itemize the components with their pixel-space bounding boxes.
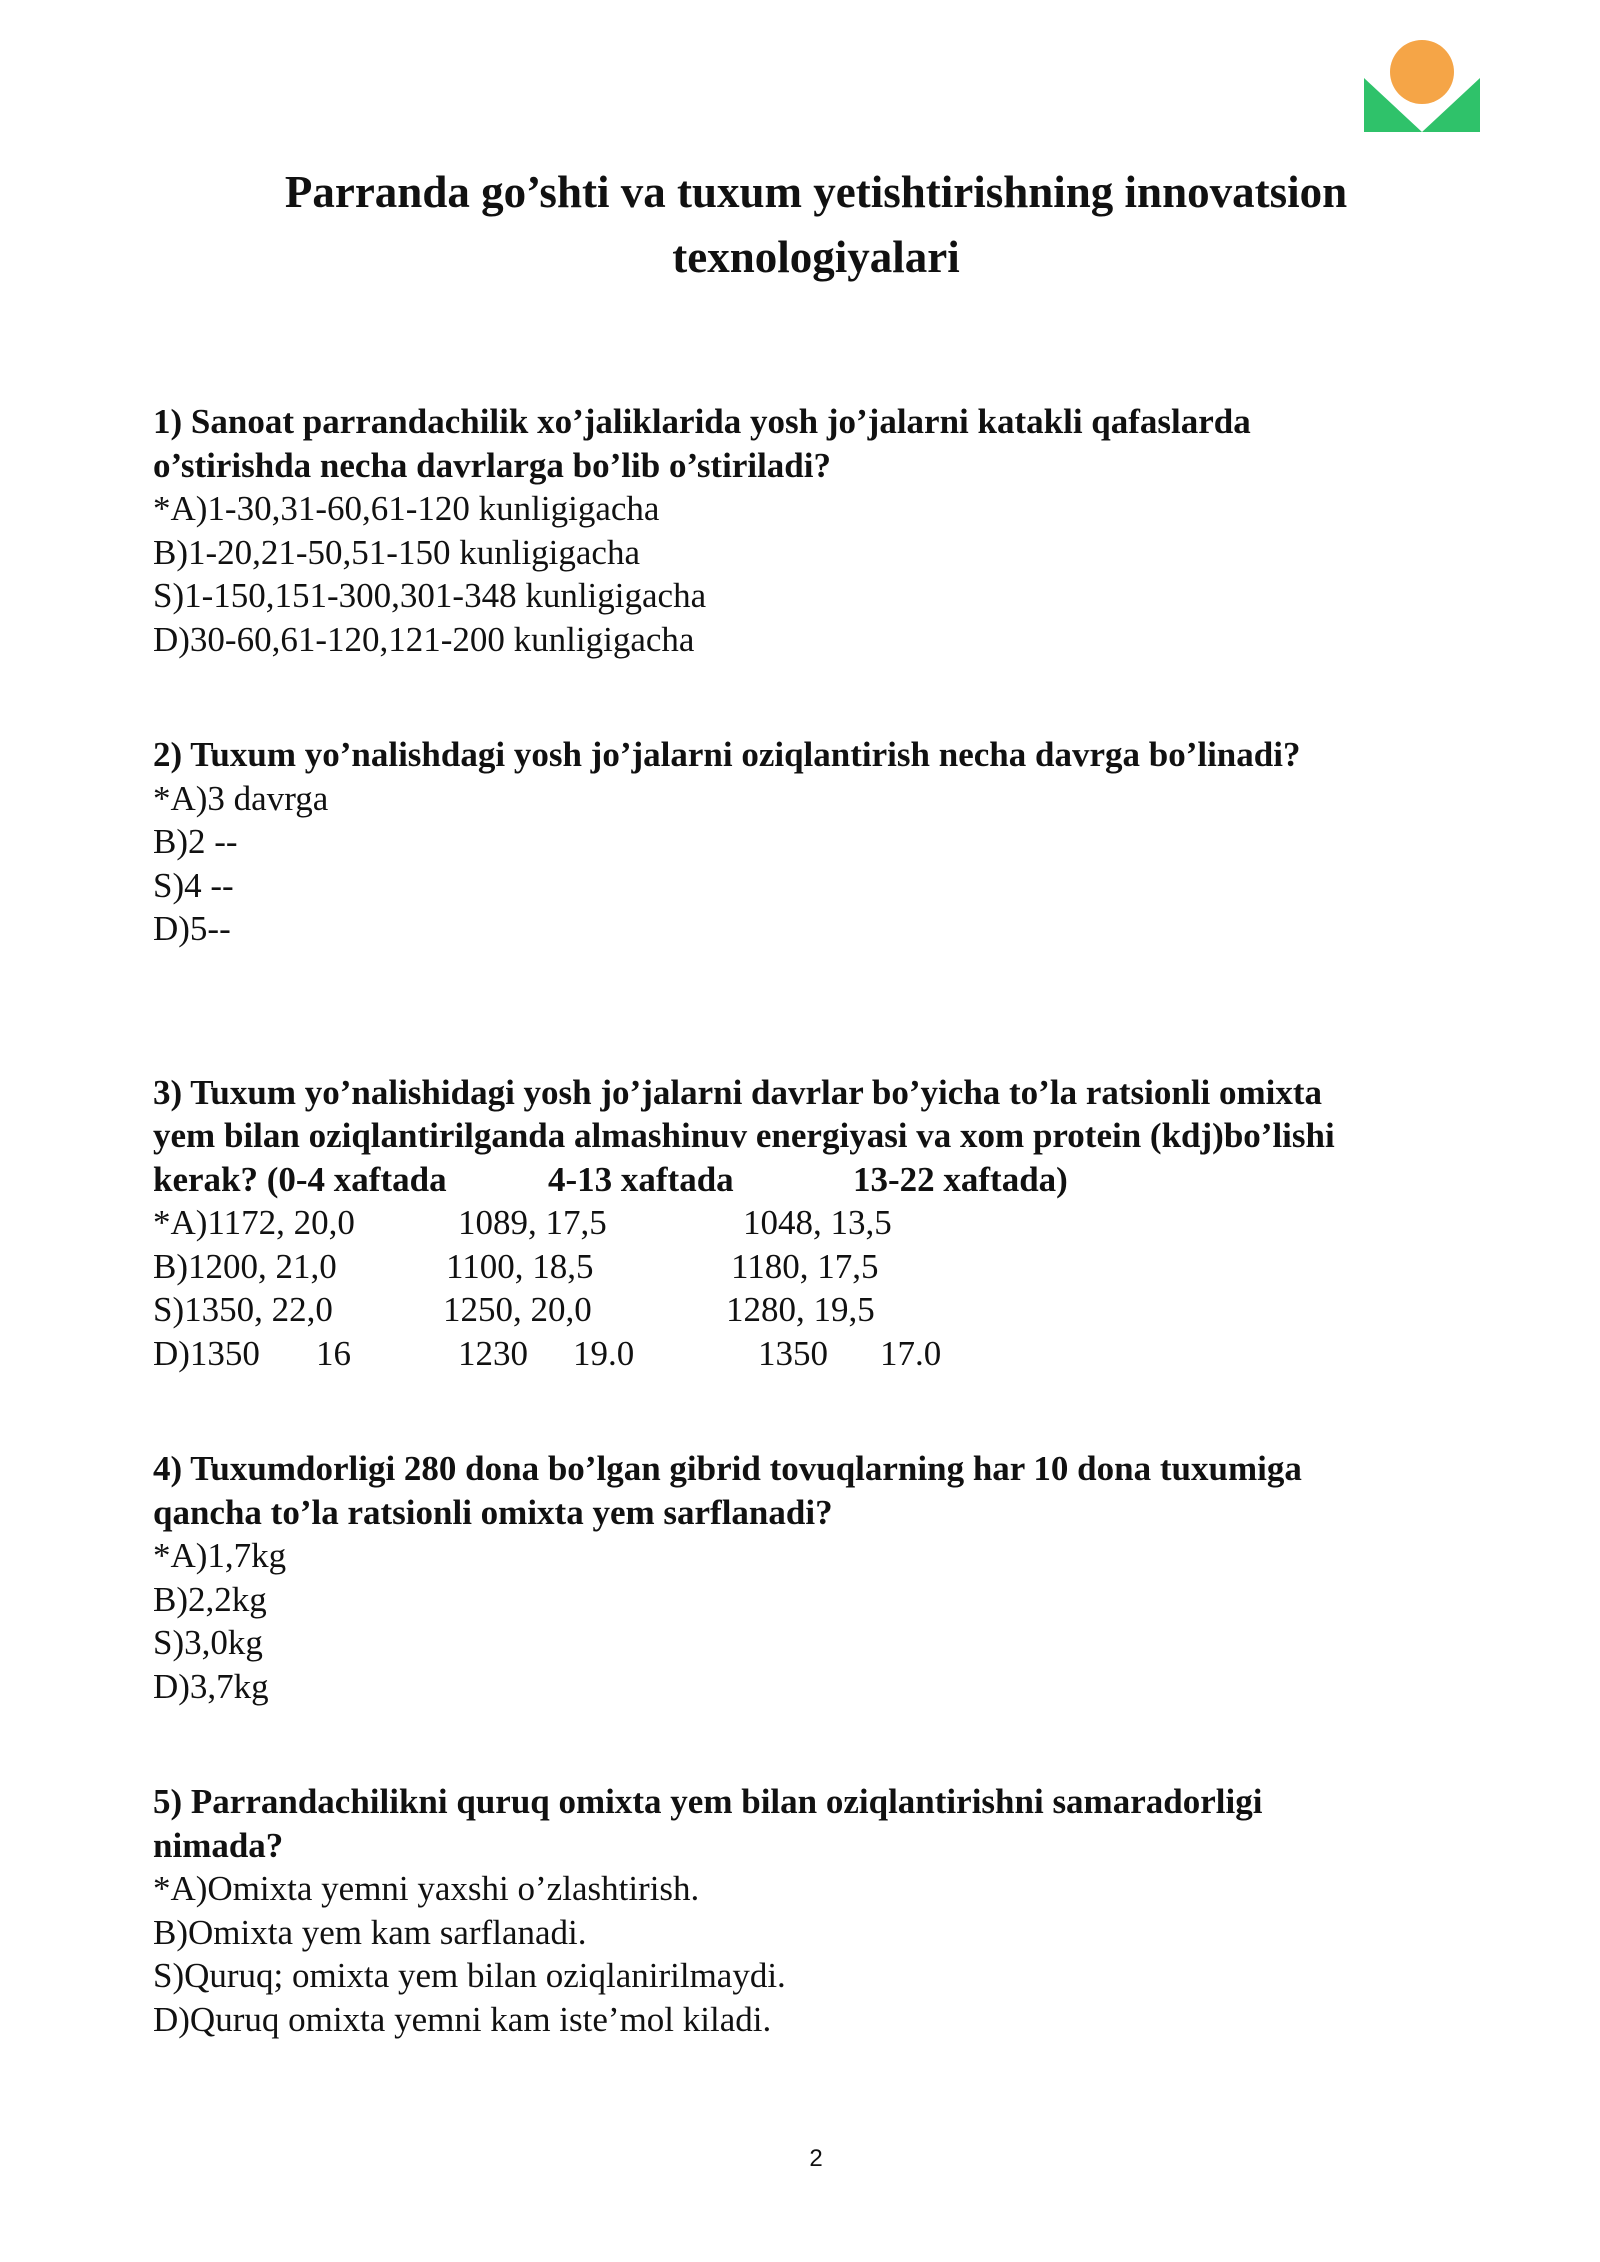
question-text-line: 3) Tuxum yo’nalishidagi yosh jo’jalarni davrlar bo’yicha to’la ratsionli omixta	[153, 1072, 1323, 1112]
answer-option-a: *A)Omixta yemni yaxshi o’zlashtirish.	[153, 1869, 700, 1908]
question-4	[153, 1447, 1483, 1708]
option-value-period-3: 1180, 17,5	[731, 1246, 879, 1286]
period-header-2: 4-13 xaftada	[548, 1159, 734, 1199]
answer-option-s: S)4 --	[153, 865, 234, 905]
sun-over-valley-logo-icon	[1364, 40, 1480, 132]
answer-option-s: S)3,0kg	[153, 1623, 263, 1662]
question-text-line: 5) Parrandachilikni quruq omixta yem bilan oziqlantirishni samaradorligi	[153, 1782, 1263, 1821]
page-number: 2	[809, 2145, 823, 2172]
option-value-period-1: S)1350, 22,0	[153, 1290, 333, 1329]
answer-option-b: B)Omixta yem kam sarflanadi.	[153, 1912, 587, 1952]
logo-sun	[1390, 40, 1454, 104]
answer-option-a	[153, 1201, 1483, 1245]
question-text-line: 1) Sanoat parrandachilik xo’jaliklarida yosh jo’jalarni katakli qafaslarda	[153, 402, 1251, 441]
answer-option-b: B)1-20,21-50,51-150 kunligigacha	[153, 532, 640, 572]
option-value-period-2b: 19.0	[573, 1333, 635, 1373]
answer-option-b: B)2 --	[153, 822, 238, 861]
page-title	[0, 160, 1600, 290]
title-line-2: texnologiyalari	[672, 232, 960, 282]
question-text-line: qancha to’la ratsionli omixta yem sarflanadi?	[153, 1492, 833, 1532]
questions-list	[153, 400, 1483, 2041]
option-value-period-1b: 16	[316, 1333, 351, 1373]
question-text-line: nimada?	[153, 1825, 284, 1865]
question-text-line: 4) Tuxumdorligi 280 dona bo’lgan gibrid tovuqlarning har 10 dona tuxumiga	[153, 1449, 1302, 1488]
answer-option-s: S)Quruq; omixta yem bilan oziqlanirilmaydi.	[153, 1956, 786, 1995]
question-3	[153, 1071, 1483, 1376]
question-text	[153, 1780, 1483, 1867]
option-value-period-3: 1350	[758, 1333, 828, 1373]
period-header-3: 13-22 xaftada)	[853, 1159, 1068, 1199]
question-text	[153, 733, 1483, 777]
answer-option-d: D)5--	[153, 909, 231, 948]
answer-option-b	[153, 1245, 1483, 1289]
answer-option-s: S)1-150,151-300,301-348 kunligigacha	[153, 576, 707, 615]
question-2	[153, 733, 1483, 951]
question-text-line: o’stirishda necha davrlarga bo’lib o’stiriladi?	[153, 445, 831, 485]
answer-option-d: D)Quruq omixta yemni kam iste’mol kiladi.	[153, 1999, 772, 2039]
option-value-period-1: D)1350	[153, 1333, 260, 1373]
option-value-period-1: *A)1172, 20,0	[153, 1203, 355, 1242]
question-1	[153, 400, 1483, 661]
answer-option-a: *A)1,7kg	[153, 1536, 287, 1575]
answer-option-d: D)3,7kg	[153, 1666, 269, 1706]
option-value-period-3: 1280, 19,5	[726, 1290, 875, 1329]
option-value-period-1: B)1200, 21,0	[153, 1246, 337, 1286]
question-text	[153, 1447, 1483, 1534]
title-line-1: Parranda go’shti va tuxum yetishtirishning innovatsion	[284, 167, 1348, 217]
question-text	[153, 400, 1483, 487]
option-value-period-2: 1230	[458, 1333, 528, 1373]
period-header-1: kerak? (0-4 xaftada	[153, 1159, 447, 1199]
answer-option-a: *A)1-30,31-60,61-120 kunligigacha	[153, 489, 660, 528]
option-value-period-2: 1250, 20,0	[443, 1290, 592, 1329]
option-value-period-3: 1048, 13,5	[743, 1203, 892, 1242]
answer-option-d: D)30-60,61-120,121-200 kunligigacha	[153, 619, 695, 659]
question-text-line: 2) Tuxum yo’nalishdagi yosh jo’jalarni oziqlantirish necha davrga bo’linadi?	[153, 735, 1301, 774]
option-value-period-2: 1100, 18,5	[446, 1246, 594, 1286]
option-value-period-3b: 17.0	[880, 1333, 942, 1373]
option-value-period-2: 1089, 17,5	[458, 1203, 607, 1242]
question-period-header	[153, 1158, 1483, 1202]
answer-option-a: *A)3 davrga	[153, 778, 329, 818]
answer-option-b: B)2,2kg	[153, 1579, 267, 1619]
question-5	[153, 1780, 1483, 2041]
question-text-line: yem bilan oziqlantirilganda almashinuv energiyasi va xom protein (kdj)bo’lishi	[153, 1116, 1335, 1155]
answer-option-s	[153, 1288, 1483, 1332]
answer-option-d	[153, 1332, 1483, 1376]
question-text	[153, 1071, 1483, 1202]
